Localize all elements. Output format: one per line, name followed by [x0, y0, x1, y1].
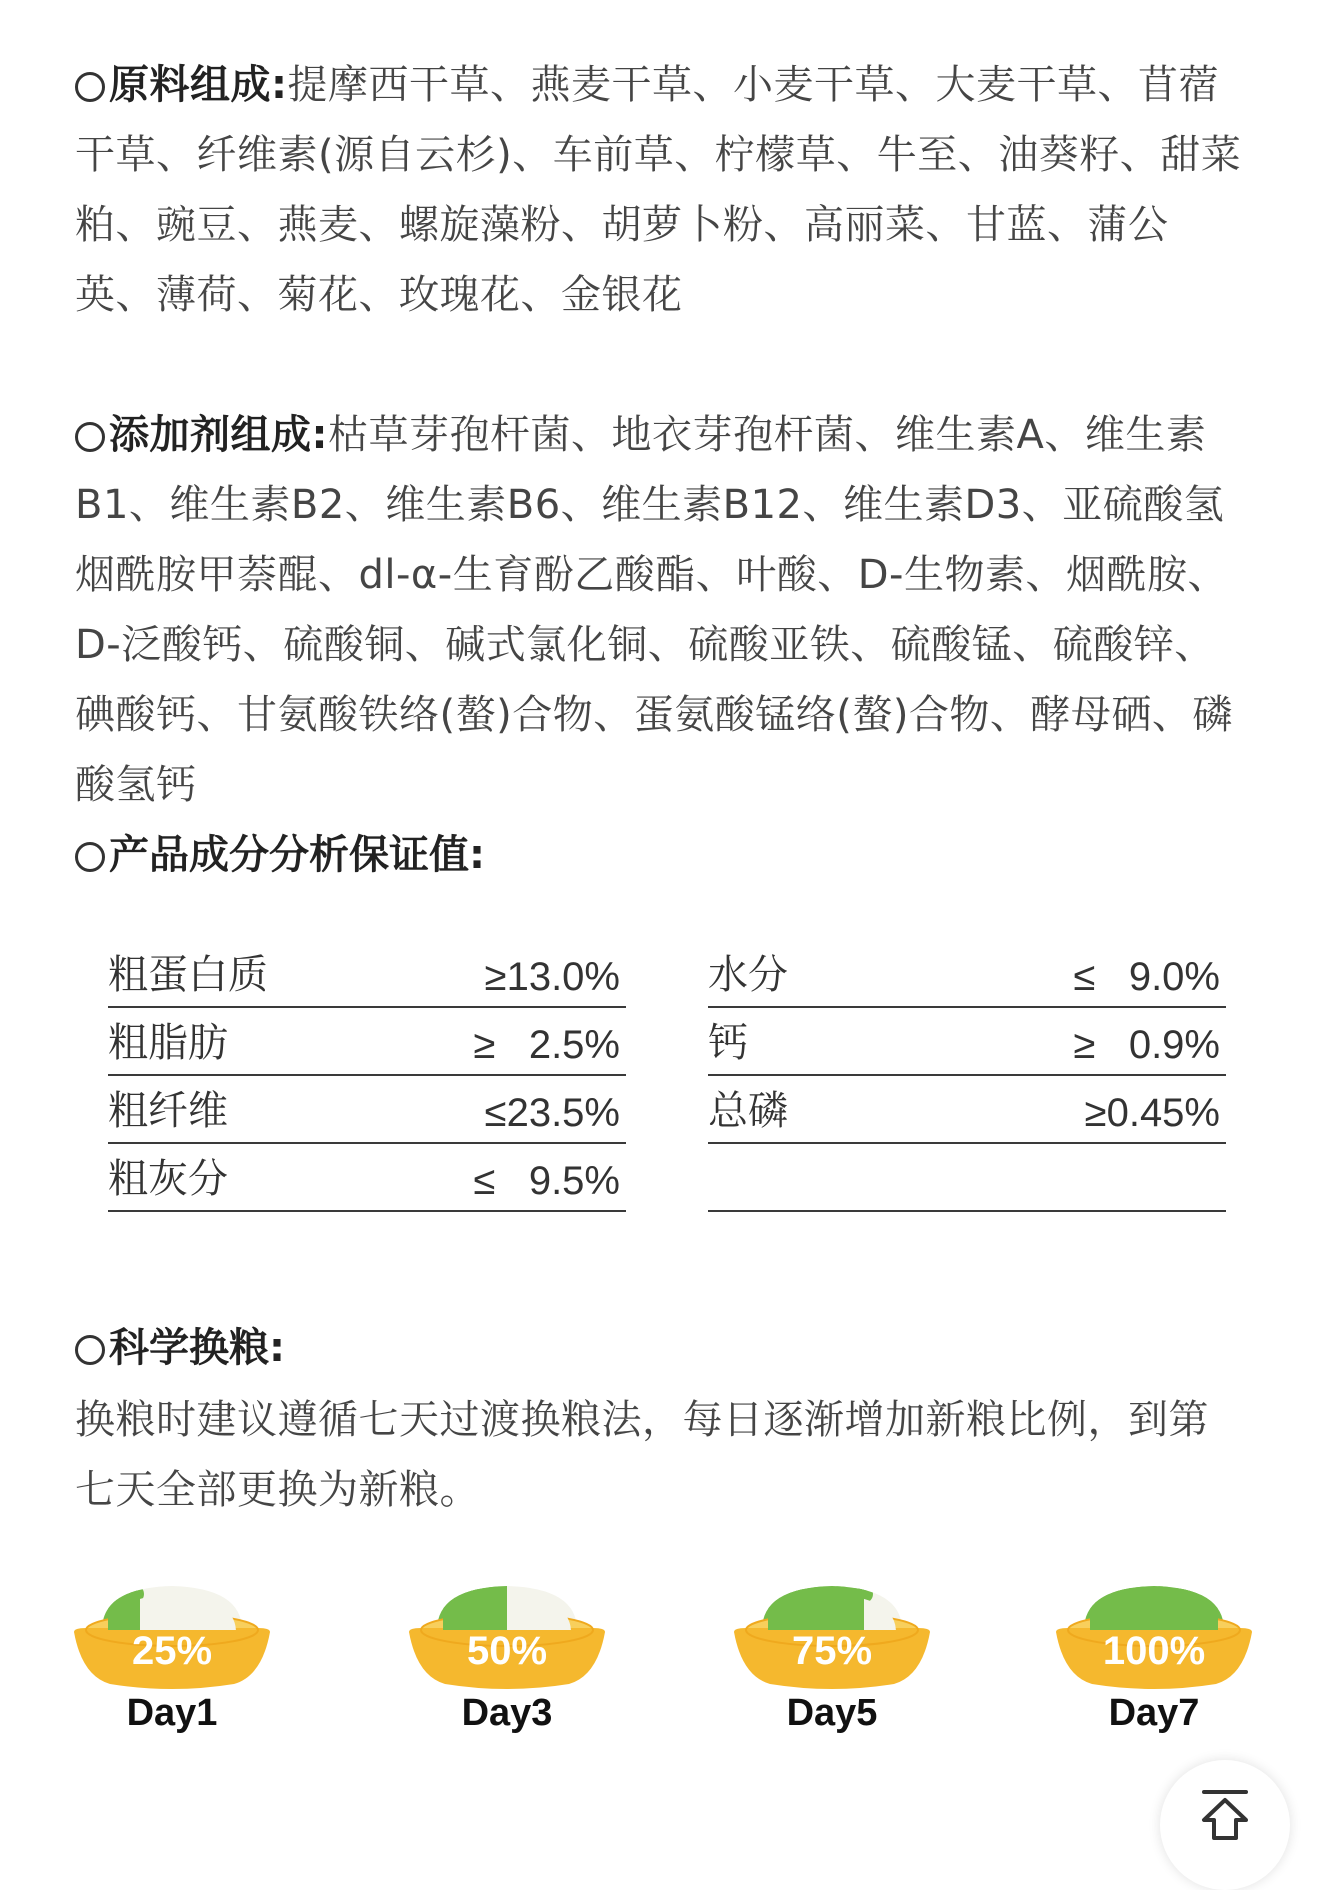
nutrient-name: 粗蛋白质: [108, 952, 268, 998]
table-row: [108, 940, 626, 1008]
day-label: Day7: [1108, 1692, 1200, 1734]
day-percent: 50%: [466, 1629, 548, 1673]
table-row: [708, 1008, 1226, 1076]
day-3-bowl: [397, 1568, 617, 1738]
day-percent: 25%: [131, 1629, 213, 1673]
day-percent: 75%: [791, 1629, 873, 1673]
additives-paragraph: [75, 400, 1245, 820]
nutrient-name: 粗脂肪: [108, 1020, 228, 1066]
nutrient-value: ≥13.0%: [484, 955, 620, 999]
circle-bullet-icon: [75, 842, 105, 872]
nutrient-name: 水分: [708, 952, 788, 998]
analysis-heading-text: 产品成分分析保证值:: [109, 832, 485, 878]
ingredients-paragraph: [75, 50, 1245, 330]
day-7-bowl: [1044, 1568, 1264, 1738]
additives-text: 枯草芽孢杆菌、地衣芽孢杆菌、维生素A、维生素B1、维生素B2、维生素B6、维生素B12、维生素D3、亚硫酸氢烟酰胺甲萘醌、dl-α-生育酚乙酸酯、叶酸、D-生物素、烟酰胺、D-泛酸钙、硫酸铜、碱式氯化铜、硫酸亚铁、硫酸锰、硫酸锌、碘酸钙、甘氨酸铁络(螯)合物、蛋氨酸锰络(螯)合物、酵母硒、磷酸氢钙: [75, 412, 1233, 808]
nutrient-value: ≤ 9.0%: [1073, 955, 1220, 999]
switching-text: 换粮时建议遵循七天过渡换粮法，每日逐渐增加新粮比例，到第七天全部更换为新粮。: [75, 1397, 1209, 1513]
switching-section: [75, 1313, 1245, 1525]
nutrient-value: ≥0.45%: [1084, 1091, 1220, 1135]
nutrition-table-left: [108, 940, 626, 1212]
additives-label: 添加剂组成:: [109, 412, 328, 458]
analysis-section: [75, 820, 1245, 890]
day-1-bowl: [62, 1568, 282, 1738]
circle-bullet-icon: [75, 422, 105, 452]
ingredients-section: [75, 50, 1245, 330]
analysis-heading: [75, 820, 1245, 890]
nutrient-name: 钙: [708, 1020, 748, 1066]
nutrient-value: ≤23.5%: [484, 1091, 620, 1135]
nutrient-value: ≥ 2.5%: [473, 1023, 620, 1067]
day-percent: 100%: [1102, 1629, 1206, 1673]
table-row: [108, 1008, 626, 1076]
table-row: [108, 1076, 626, 1144]
circle-bullet-icon: [75, 72, 105, 102]
day-label: Day1: [126, 1692, 218, 1734]
ingredients-text: 提摩西干草、燕麦干草、小麦干草、大麦干草、苜蓿干草、纤维素(源自云杉)、车前草、柠檬草、牛至、油葵籽、甜菜粕、豌豆、燕麦、螺旋藻粉、胡萝卜粉、高丽菜、甘蓝、蒲公英、薄荷、菊花、玫瑰花、金银花: [75, 62, 1242, 318]
circle-bullet-icon: [75, 1335, 105, 1365]
scroll-top-button[interactable]: [1160, 1760, 1290, 1890]
up-arrow-icon: [1200, 1788, 1250, 1844]
switching-heading: [75, 1313, 1245, 1383]
nutrient-name: 粗灰分: [108, 1156, 228, 1202]
nutrient-name: 总磷: [708, 1088, 788, 1134]
nutrient-name: 粗纤维: [108, 1088, 228, 1134]
day-label: Day3: [461, 1692, 553, 1734]
nutrient-value: ≥ 0.9%: [1073, 1023, 1220, 1067]
nutrient-value: ≤ 9.5%: [473, 1159, 620, 1203]
table-row: [708, 940, 1226, 1008]
ingredients-label: 原料组成:: [109, 62, 288, 108]
day-label: Day5: [786, 1692, 878, 1734]
table-row: [708, 1144, 1226, 1212]
table-row: [708, 1076, 1226, 1144]
day-5-bowl: [722, 1568, 942, 1738]
table-row: [108, 1144, 626, 1212]
additives-section: [75, 400, 1245, 820]
nutrition-table-right: [708, 940, 1226, 1212]
switching-heading-text: 科学换粮:: [109, 1325, 285, 1371]
